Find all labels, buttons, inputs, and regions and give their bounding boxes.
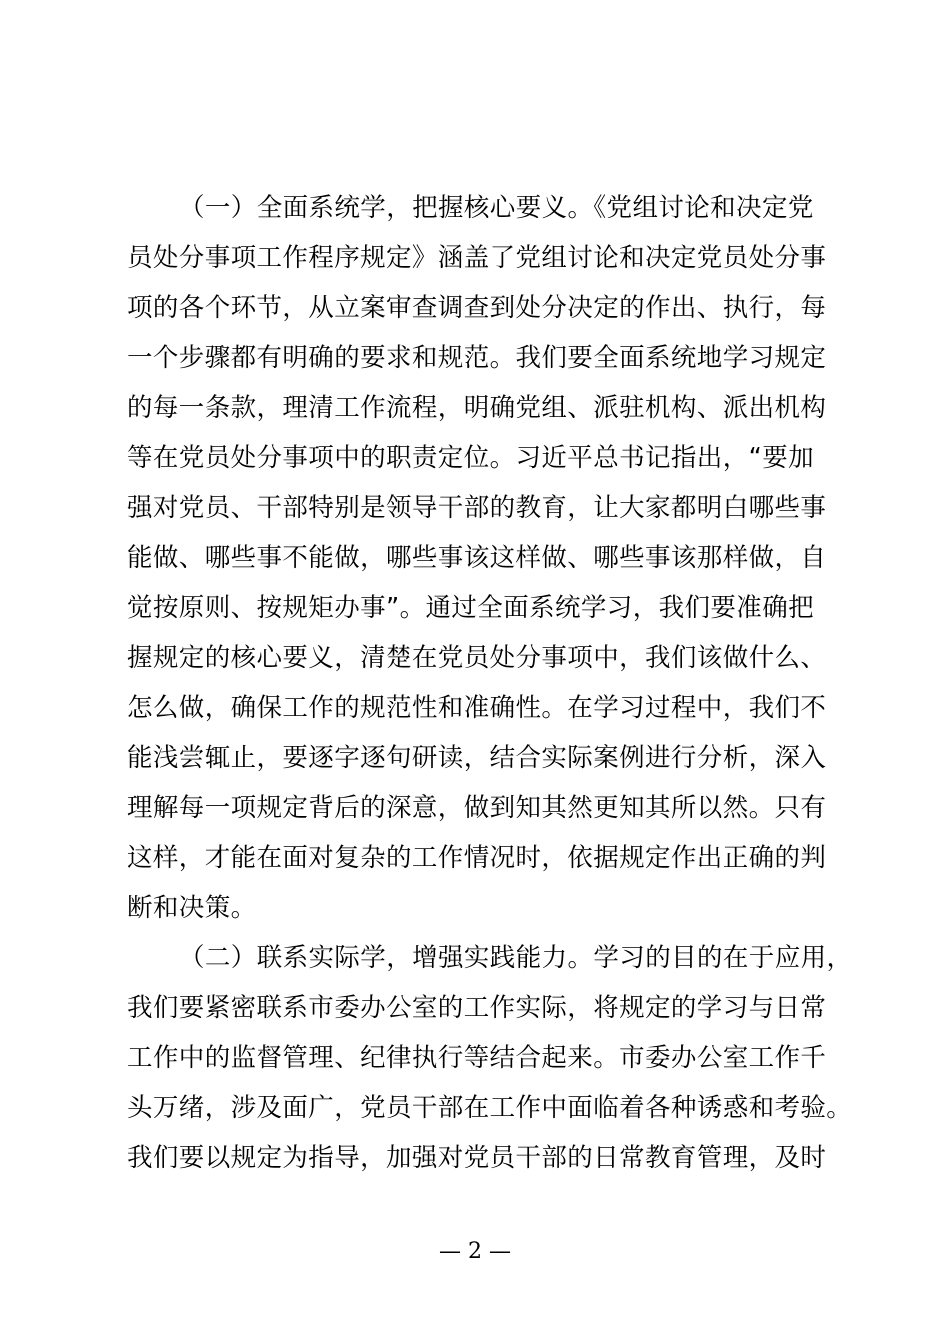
paragraph-1-line-10: 握规定的核心要义，清楚在党员处分事项中，我们该做什么、 — [127, 643, 827, 673]
paragraph-2-line-2: 我们要紧密联系市委办公室的工作实际，将规定的学习与日常 — [127, 993, 827, 1023]
paragraph-1-line-6: 等在党员处分事项中的职责定位。习近平总书记指出，“要加 — [127, 443, 815, 473]
paragraph-1-line-9: 觉按原则、按规矩办事”。通过全面系统学习，我们要准确把 — [127, 593, 815, 623]
paragraph-2-line-5: 我们要以规定为指导，加强对党员干部的日常教育管理，及时 — [127, 1143, 827, 1173]
paragraph-1-line-12: 能浅尝辄止，要逐字逐句研读，结合实际案例进行分析，深入 — [127, 743, 827, 773]
paragraph-1-line-1: （一）全面系统学，把握核心要义。《党组讨论和决定党 — [179, 193, 814, 223]
paragraph-1-line-3: 项的各个环节，从立案审查调查到处分决定的作出、执行，每 — [127, 293, 827, 323]
paragraph-1-line-13: 理解每一项规定背后的深意，做到知其然更知其所以然。只有 — [127, 793, 827, 823]
paragraph-2-line-4: 头万绪，涉及面广，党员干部在工作中面临着各种诱惑和考验。 — [127, 1093, 853, 1123]
paragraph-1-line-8: 能做、哪些事不能做，哪些事该这样做、哪些事该那样做，自 — [127, 543, 827, 573]
body-text — [127, 183, 853, 1183]
paragraph-1-line-2: 员处分事项工作程序规定》涵盖了党组讨论和决定党员处分事 — [127, 243, 827, 273]
paragraph-1-line-14: 这样，才能在面对复杂的工作情况时，依据规定作出正确的判 — [127, 843, 827, 873]
paragraph-1-line-7: 强对党员、干部特别是领导干部的教育，让大家都明白哪些事 — [127, 493, 827, 523]
paragraph-2-line-1: （二）联系实际学，增强实践能力。学习的目的在于应用， — [179, 943, 853, 973]
paragraph-2-line-3: 工作中的监督管理、纪律执行等结合起来。市委办公室工作千 — [127, 1043, 827, 1073]
page-number: — 2 — — [439, 1239, 511, 1264]
paragraph-1-line-4: 一个步骤都有明确的要求和规范。我们要全面系统地学习规定 — [127, 343, 827, 373]
paragraph-1-line-15: 断和决策。 — [127, 893, 257, 923]
paragraph-1-line-5: 的每一条款，理清工作流程，明确党组、派驻机构、派出机构 — [127, 393, 827, 423]
paragraph-1-line-11: 怎么做，确保工作的规范性和准确性。在学习过程中，我们不 — [127, 693, 827, 723]
